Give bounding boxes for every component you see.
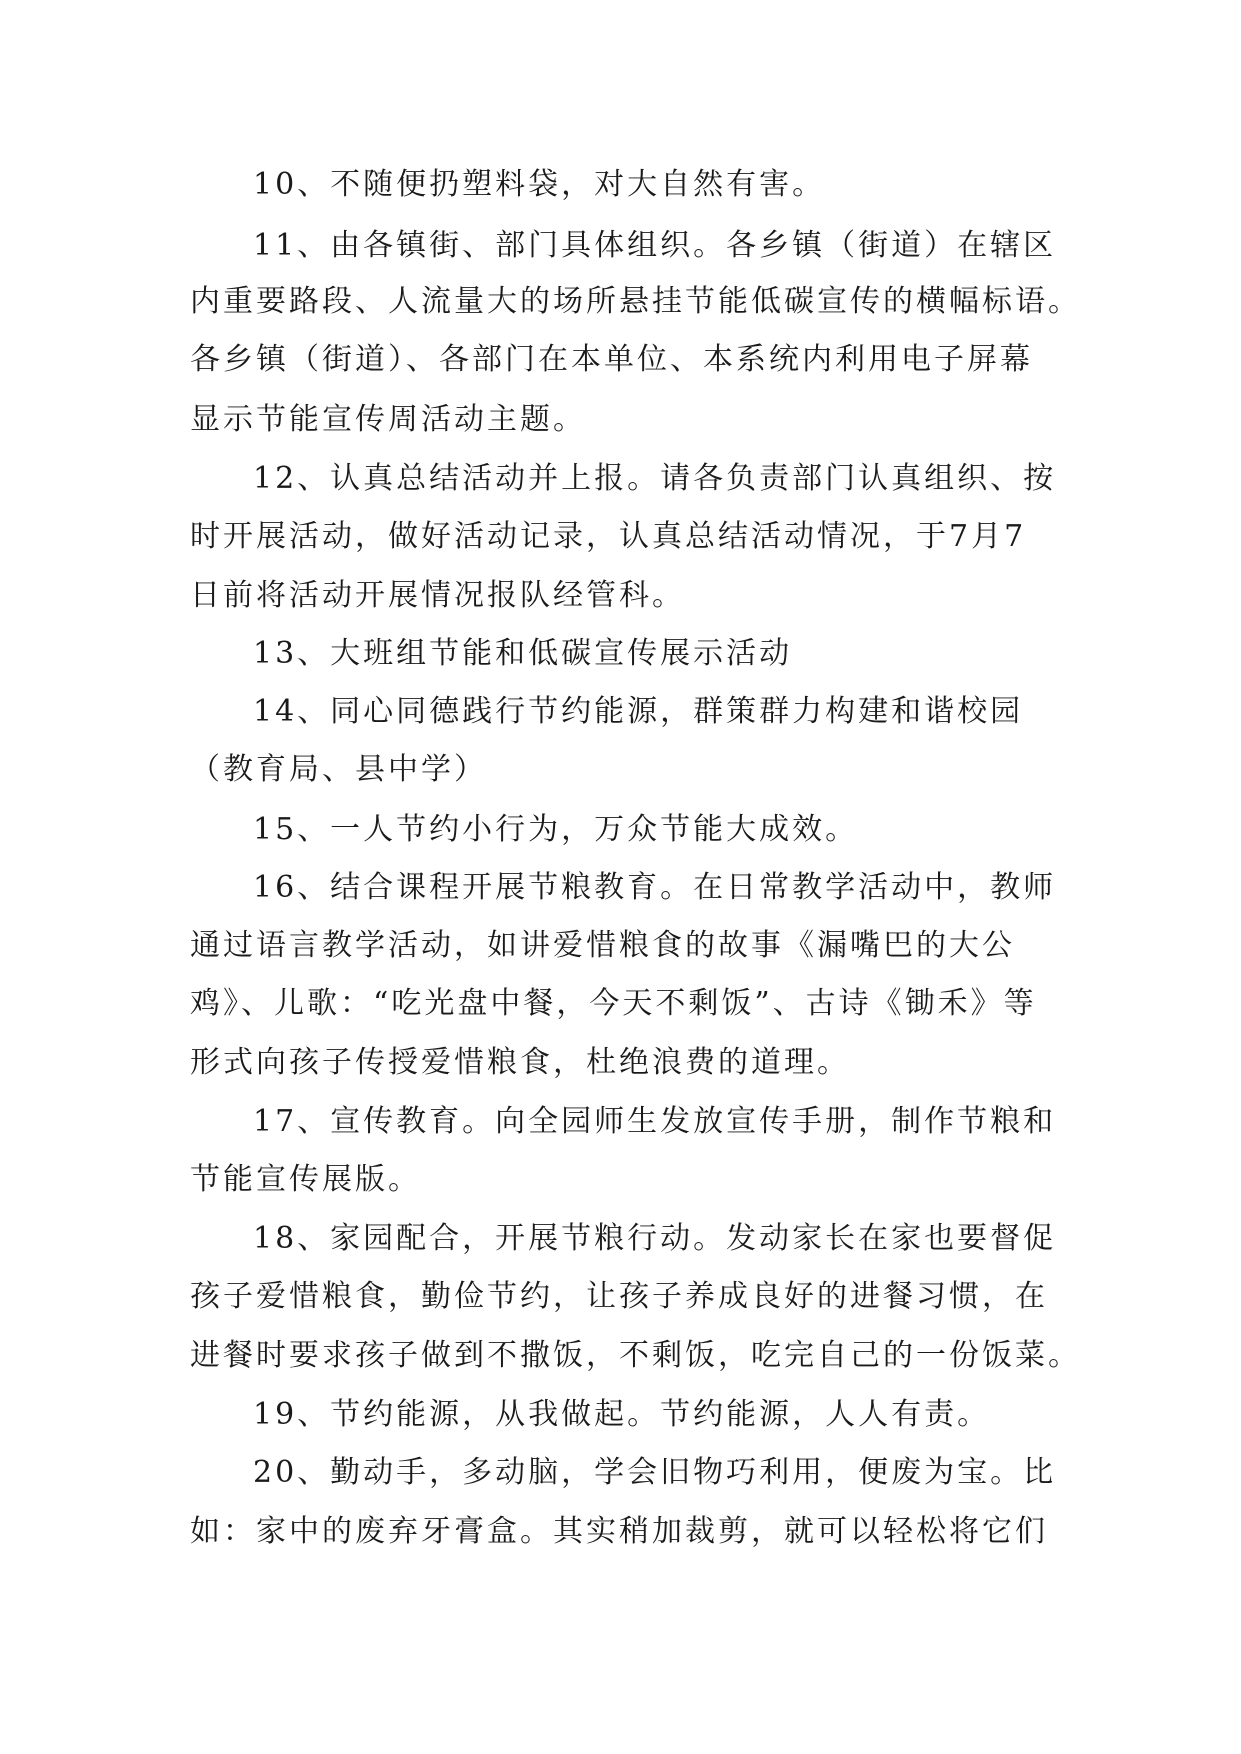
text-line: （教育局、县中学） xyxy=(190,752,487,787)
text-line: 日前将活动开展情况报队经管科。 xyxy=(190,578,685,613)
text-line: 11、由各镇街、部门具体组织。各乡镇（街道）在辖区 xyxy=(253,228,1057,263)
text-line: 20、勤动手，多动脑，学会旧物巧利用，便废为宝。比 xyxy=(253,1455,1057,1490)
text-line: 16、结合课程开展节粮教育。在日常教学活动中，教师 xyxy=(253,870,1057,905)
text-line: 时开展活动，做好活动记录，认真总结活动情况，于7月7 xyxy=(190,519,1027,554)
text-line: 10、不随便扔塑料袋，对大自然有害。 xyxy=(253,167,826,202)
text-line: 如：家中的废弃牙膏盒。其实稍加裁剪，就可以轻松将它们 xyxy=(190,1514,1048,1549)
text-line: 内重要路段、人流量大的场所悬挂节能低碳宣传的横幅标语。 xyxy=(190,284,1081,319)
text-line: 12、认真总结活动并上报。请各负责部门认真组织、按 xyxy=(253,461,1057,496)
text-line: 14、同心同德践行节约能源，群策群力构建和谐校园 xyxy=(253,694,1024,729)
text-line: 显示节能宣传周活动主题。 xyxy=(190,402,586,437)
text-line: 18、家园配合，开展节粮行动。发动家长在家也要督促 xyxy=(253,1221,1057,1256)
text-line: 形式向孩子传授爱惜粮食，杜绝浪费的道理。 xyxy=(190,1045,850,1080)
text-line: 通过语言教学活动，如讲爱惜粮食的故事《漏嘴巴的大公 xyxy=(190,928,1015,963)
text-line: 鸡》、儿歌：“吃光盘中餐，今天不剩饭”、古诗《锄禾》等 xyxy=(190,986,1037,1021)
text-line: 节能宣传展版。 xyxy=(190,1162,421,1197)
text-line: 19、节约能源，从我做起。节约能源，人人有责。 xyxy=(253,1397,991,1432)
text-line: 17、宣传教育。向全园师生发放宣传手册，制作节粮和 xyxy=(253,1104,1057,1139)
text-line: 孩子爱惜粮食，勤俭节约，让孩子养成良好的进餐习惯，在 xyxy=(190,1279,1048,1314)
text-line: 各乡镇（街道）、各部门在本单位、本系统内利用电子屏幕 xyxy=(190,342,1033,377)
text-line: 15、一人节约小行为，万众节能大成效。 xyxy=(253,812,859,847)
text-line: 进餐时要求孩子做到不撒饭，不剩饭，吃完自己的一份饭菜。 xyxy=(190,1338,1081,1373)
text-line: 13、大班组节能和低碳宣传展示活动 xyxy=(253,636,793,671)
